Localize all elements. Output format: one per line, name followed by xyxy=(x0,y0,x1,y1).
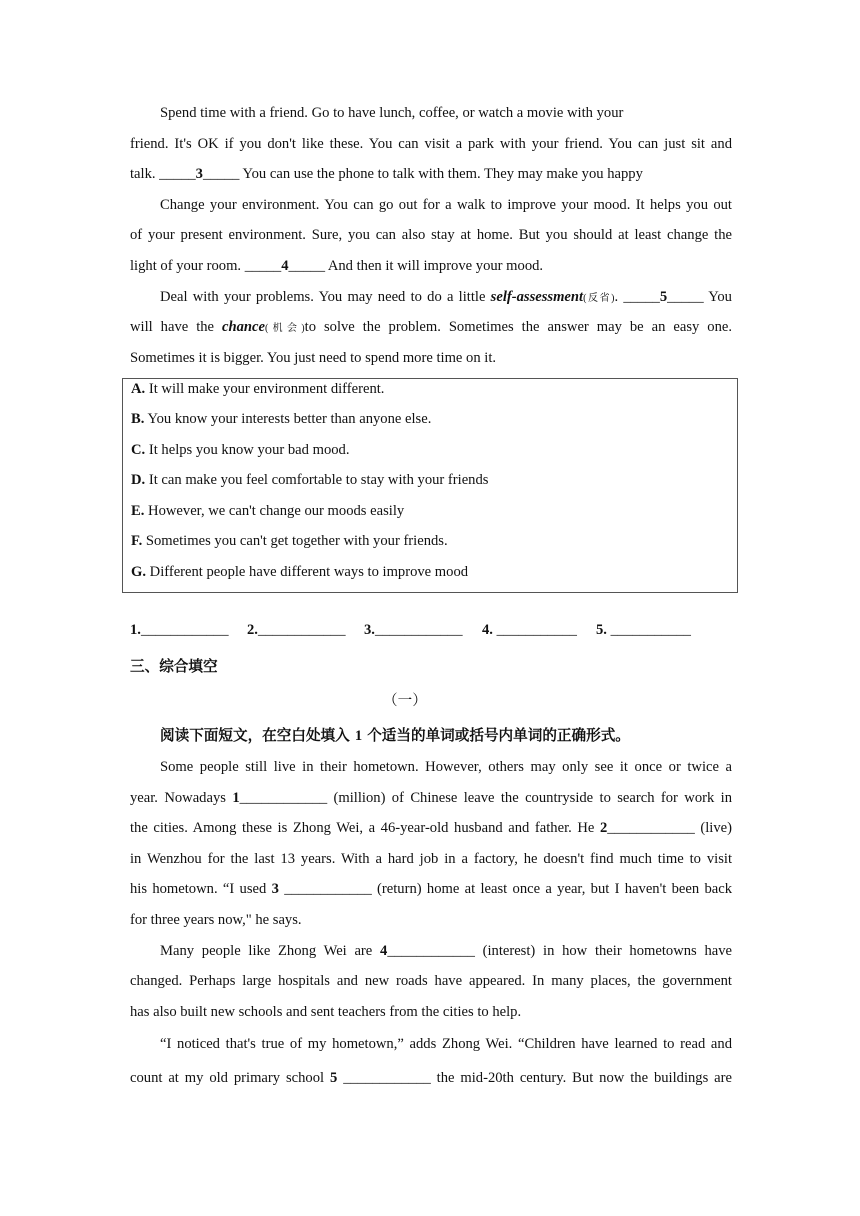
blank-number-3: 3 xyxy=(271,881,279,898)
answer-label: 2. xyxy=(247,622,258,638)
text: ____________ (live) xyxy=(607,820,732,837)
option-letter: F. xyxy=(131,533,143,549)
option-text: It can make you feel comfortable to stay with your friends xyxy=(145,472,489,488)
p2b-line-2: changed. Perhaps large hospitals and new roads have appeared. In many places, the government xyxy=(130,973,732,990)
text: ____________ (interest) in how their hometowns have xyxy=(387,942,732,959)
instruction-text-b: 个适当的单词或括号内单词的正确形式。 xyxy=(362,727,630,744)
option-letter: A. xyxy=(131,381,146,397)
option-letter: C. xyxy=(131,442,146,458)
answer-label: 3. xyxy=(364,622,375,638)
answer-blank-1[interactable] xyxy=(130,622,229,639)
instruction-text-a: 阅读下面短文，在空白处填入 xyxy=(160,727,355,744)
text: year. Nowadays xyxy=(130,789,233,806)
subsection-title: （一） xyxy=(383,692,427,709)
option-f xyxy=(131,533,448,550)
p2a-line-6: for three years now," he says. xyxy=(130,911,302,928)
text: ____________ (return) home at least once a year, but I haven't been back xyxy=(278,881,732,898)
option-text: Different people have different ways to improve mood xyxy=(146,564,469,580)
blank-number-5: 5 xyxy=(330,1070,338,1087)
p2c-line-1: “I noticed that's true of my hometown,” adds Zhong Wei. “Children have learned to read and xyxy=(160,1036,732,1053)
answer-line: ____________ xyxy=(374,622,463,638)
answer-line: ____________ xyxy=(140,622,229,638)
text: ____________ the mid-20th century. But now the buildings are xyxy=(337,1070,732,1087)
option-c xyxy=(131,442,350,459)
p3-text-d: will have the xyxy=(130,319,223,336)
p3-text-a: Deal with your problems. You may need to do a little xyxy=(160,288,491,305)
option-text: It helps you know your bad mood. xyxy=(145,442,350,458)
p1-line-3-rest: _____ You can use the phone to talk with them. They may make you happy xyxy=(202,166,643,183)
instruction xyxy=(160,724,630,745)
passage-1 xyxy=(130,98,732,373)
option-text: You know your interests better than anyone else. xyxy=(144,411,432,427)
blank-number-1: 1 xyxy=(232,789,240,806)
blank-number-2: 2 xyxy=(599,820,608,837)
blank-number-4: 4 xyxy=(380,942,388,959)
option-text: It will make your environment different. xyxy=(145,381,385,397)
option-g xyxy=(131,564,468,581)
blank-number-3: 3 xyxy=(195,166,203,183)
p2b-line-3: has also built new schools and sent teachers from the cities to help. xyxy=(130,1003,522,1020)
answer-line: ___________ xyxy=(606,622,691,638)
term-note: (反省) xyxy=(583,292,615,304)
option-text: Sometimes you can't get together with your friends. xyxy=(142,533,448,549)
p3-line-2 xyxy=(130,312,732,343)
p1-line-2: friend. It's OK if you don't like these. You can visit a park with your friend. You can just sit and xyxy=(130,135,732,152)
p2a-line-4: in Wenzhou for the last 13 years. With a hard job in a factory, he doesn't find much time to visit xyxy=(130,850,732,867)
p3-line-3: Sometimes it is bigger. You just need to spend more time on it. xyxy=(130,349,497,366)
instruction-number: 1 xyxy=(354,728,363,744)
option-a xyxy=(131,381,384,398)
option-letter: D. xyxy=(131,472,146,488)
term-self-assessment: self-assessment xyxy=(490,288,584,305)
p2-line-1: Change your environment. You can go out for a walk to improve your mood. It helps you out xyxy=(160,196,732,213)
p2a-line-5 xyxy=(130,874,732,905)
p3-line-1 xyxy=(130,282,732,313)
p2-line-2: of your present environment. Sure, you can also stay at home. But you should at least change the xyxy=(130,227,732,244)
p2-line-3 xyxy=(130,251,732,282)
blank-text: talk. _____ xyxy=(130,166,196,183)
option-e xyxy=(131,503,404,520)
answer-blank-3[interactable] xyxy=(364,622,463,639)
p3-text-e: to solve the problem. Sometimes the answer may be an easy one. xyxy=(304,319,732,336)
option-d xyxy=(131,472,488,489)
p2a-line-3 xyxy=(130,813,732,844)
p1-line-3 xyxy=(130,159,732,190)
p3-text-c: _____ You xyxy=(667,288,732,305)
text: ____________ (million) of Chinese leave the countryside to search for work in xyxy=(239,789,733,806)
text: the cities. Among these is Zhong Wei, a 46-year-old husband and father. He xyxy=(130,820,600,837)
text: Many people like Zhong Wei are xyxy=(160,942,381,959)
p2-line-3-text: light of your room. _____ xyxy=(130,257,282,274)
option-letter: E. xyxy=(131,503,145,519)
answer-line: ____________ xyxy=(257,622,346,638)
answer-label: 4. xyxy=(482,622,493,638)
text: his hometown. “I used xyxy=(130,881,272,898)
option-letter: B. xyxy=(131,411,145,427)
p2a-line-2 xyxy=(130,783,732,814)
blank-number-5: 5 xyxy=(659,288,668,305)
option-text: However, we can't change our moods easily xyxy=(144,503,405,519)
option-b xyxy=(131,411,431,428)
term2-note: (机会) xyxy=(264,323,305,335)
answer-label: 5. xyxy=(596,622,607,638)
term-chance: chance xyxy=(222,319,265,336)
p2c-line-2 xyxy=(130,1061,732,1095)
text: count at my old primary school xyxy=(130,1070,330,1087)
section-title: 三、综合填空 xyxy=(130,658,218,675)
p2-line-3-rest: _____ And then it will improve your mood. xyxy=(288,257,544,274)
answer-label: 1. xyxy=(130,622,141,638)
p2a-line-1: Some people still live in their hometown. However, others may only see it once or twice a xyxy=(160,759,732,775)
option-letter: G. xyxy=(131,564,146,580)
passage-2 xyxy=(130,752,732,1095)
answer-blank-5[interactable] xyxy=(596,622,691,639)
answer-line: ___________ xyxy=(492,622,577,638)
p1-line-1: Spend time with a friend. Go to have lunch, coffee, or watch a movie with your xyxy=(160,105,624,121)
p2b-line-1 xyxy=(130,936,732,967)
blank-number-4: 4 xyxy=(281,257,289,274)
p3-text-b: . _____ xyxy=(614,288,660,305)
answer-blank-2[interactable] xyxy=(247,622,346,639)
answer-blank-4[interactable] xyxy=(482,622,577,639)
options-box xyxy=(122,378,738,593)
